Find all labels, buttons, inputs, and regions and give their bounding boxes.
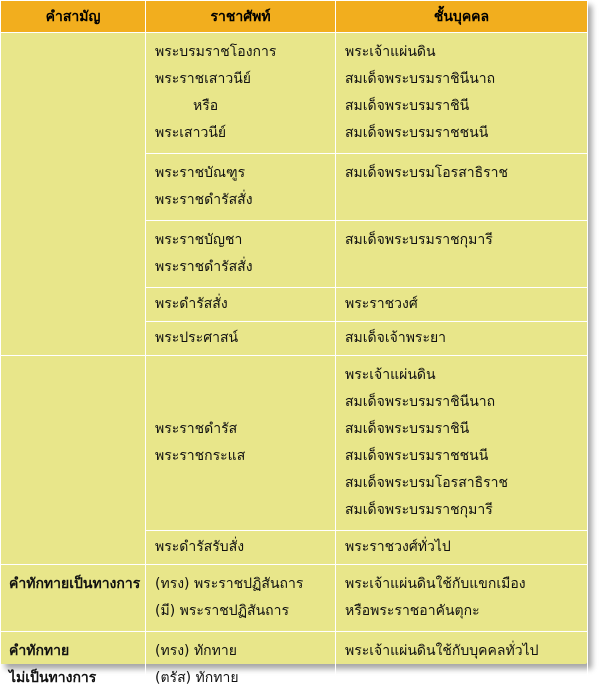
royal-word: พระราชบัณฑูร — [155, 165, 246, 181]
common-word-cell — [1, 632, 146, 699]
person-rank: สมเด็จพระบรมราชินี — [345, 421, 470, 437]
royal-word: พระราชเสาวนีย์ — [155, 71, 251, 87]
person-rank-cell — [336, 221, 588, 288]
person-rank: สมเด็จพระบรมโอรสาธิราช — [345, 165, 509, 181]
royal-word-cell — [146, 288, 336, 322]
person-rank-cell — [336, 531, 588, 565]
person-rank-cell — [336, 632, 588, 699]
royal-word: พระดำรัสสั่ง — [155, 296, 228, 312]
royal-word: พระราชดำรัสสั่ง — [155, 192, 253, 208]
royal-word-cell — [146, 565, 336, 632]
royal-word: พระราชบัญชา — [155, 232, 243, 248]
person-rank-cell — [336, 565, 588, 632]
royal-word: (ตรัส) ทักทาย — [155, 670, 239, 686]
person-rank: สมเด็จพระบรมราชินี — [345, 98, 470, 114]
common-word: ไม่เป็นทางการ — [9, 670, 97, 686]
royal-word: พระเสาวนีย์ — [155, 125, 227, 141]
royal-word: พระราชดำรัสสั่ง — [155, 259, 253, 275]
person-rank: สมเด็จพระบรมราชชนนี — [345, 125, 489, 141]
royal-word-cell — [146, 632, 336, 699]
common-word-cell — [1, 356, 146, 565]
royal-word-cell — [146, 33, 336, 154]
royal-word: พระดำรัสรับสั่ง — [155, 539, 245, 555]
royal-word: พระประศาสน์ — [155, 330, 239, 346]
header-common-word: คำสามัญ — [1, 1, 146, 33]
royal-word-cell — [146, 531, 336, 565]
person-rank: สมเด็จพระบรมราชินีนาถ — [345, 394, 496, 410]
royal-word: (ทรง) ทักทาย — [155, 643, 237, 659]
royal-word: พระบรมราชโองการ — [155, 44, 277, 60]
person-rank: พระเจ้าแผ่นดินใช้กับบุคคลทั่วไป — [345, 643, 539, 659]
table-row — [1, 356, 588, 531]
person-rank: พระราชวงศ์ — [345, 296, 418, 312]
person-rank: หรือพระราชอาคันตุกะ — [345, 603, 480, 619]
royal-word: พระราชกระแส — [155, 448, 246, 464]
common-word: คำทักทายเป็นทางการ — [9, 576, 141, 592]
common-word-cell — [1, 33, 146, 356]
person-rank-cell — [336, 154, 588, 221]
royal-word: (มี) พระราชปฏิสันถาร — [155, 603, 290, 619]
person-rank: พระเจ้าแผ่นดิน — [345, 44, 436, 60]
royal-word-cell — [146, 154, 336, 221]
common-word-cell — [1, 565, 146, 632]
royal-word: (ทรง) พระราชปฏิสันถาร — [155, 576, 304, 592]
royal-word-cell — [146, 221, 336, 288]
person-rank: สมเด็จพระบรมราชชนนี — [345, 448, 489, 464]
table-header-row — [1, 1, 588, 33]
person-rank: สมเด็จพระบรมราชินีนาถ — [345, 71, 496, 87]
person-rank: สมเด็จพระบรมราชกุมารี — [345, 502, 493, 518]
header-royal-word: ราชาศัพท์ — [146, 1, 336, 33]
royal-word-cell — [146, 322, 336, 356]
common-word: คำทักทาย — [9, 643, 70, 659]
person-rank-cell — [336, 33, 588, 154]
person-rank-cell — [336, 288, 588, 322]
royal-word-or: หรือ — [193, 98, 219, 114]
person-rank: พระเจ้าแผ่นดินใช้กับแขกเมือง — [345, 576, 526, 592]
table-row — [1, 33, 588, 154]
person-rank: พระราชวงศ์ทั่วไป — [345, 539, 451, 555]
person-rank-cell — [336, 322, 588, 356]
royal-word-cell — [146, 356, 336, 531]
table-row — [1, 632, 588, 699]
person-rank: พระเจ้าแผ่นดิน — [345, 367, 436, 383]
person-rank: สมเด็จเจ้าพระยา — [345, 330, 447, 346]
person-rank: สมเด็จพระบรมราชกุมารี — [345, 232, 493, 248]
person-rank-cell — [336, 356, 588, 531]
person-rank: สมเด็จพระบรมโอรสาธิราช — [345, 475, 509, 491]
header-person-rank: ชั้นบุคคล — [336, 1, 588, 33]
royal-word: พระราชดำรัส — [155, 421, 238, 437]
table-row — [1, 565, 588, 632]
